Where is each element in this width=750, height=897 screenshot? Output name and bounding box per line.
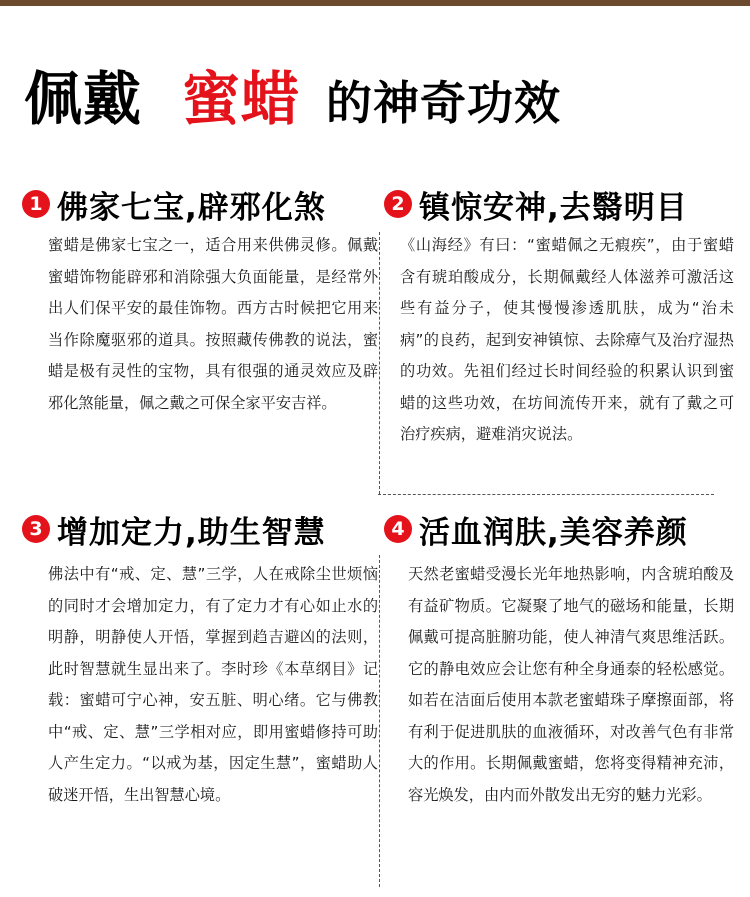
section-body: 蜜蜡是佛家七宝之一，适合用来供佛灵修。佩戴蜜蜡饰物能辟邪和消除强大负面能量，是经常外出人们保平安的最佳饰物。西方古时候把它用来当作除魔驱邪的道具。按照藏传佛教的说法，蜜蜡是极有灵性的宝物，具有很强的通灵效应及辟邪化煞能量，佩之戴之可保全家平安吉祥。 — [48, 236, 378, 412]
section-heading — [384, 507, 734, 551]
section-heading — [22, 182, 374, 226]
title-highlight: 蜜蜡 — [182, 65, 301, 133]
section-title: 镇惊安神,去翳明目 — [419, 189, 688, 226]
divider-horizontal — [378, 494, 714, 495]
section-wisdom — [22, 507, 378, 811]
section-title: 活血润肤,美容养颜 — [419, 514, 688, 551]
section-buddhist-treasure — [22, 182, 378, 419]
title-part1: 佩戴 — [24, 65, 143, 133]
section-heading — [384, 182, 734, 226]
title-part2: 的神奇功效 — [326, 76, 562, 130]
page-title — [24, 52, 562, 133]
section-calm-spirit — [384, 182, 734, 451]
section-body: 天然老蜜蜡受漫长光年地热影响，内含琥珀酸及有益矿物质。它凝聚了地气的磁场和能量，长期佩戴可提高脏腑功能，使人神清气爽思维活跃。它的静电效应会让您有种全身通泰的轻松感觉。如若在洁面后使用本款老蜜蜡珠子摩擦面部，将有利于促进肌肤的血液循环，对改善气色有非常大的作用。长期佩戴蜜蜡，您将变得精神充沛，容光焕发，由内而外散发出无穷的魅力光彩。 — [408, 565, 734, 804]
section-skin-beauty — [384, 507, 734, 811]
number-badge: 2 — [384, 190, 412, 218]
section-body: 《山海经》有曰：“蜜蜡佩之无瘕疾”，由于蜜蜡含有琥珀酸成分，长期佩戴经人体滋养可激活这些有益分子，使其慢慢渗透肌肤，成为“治未病”的良药，起到安神镇惊、去除瘴气及治疗湿热的功效。先祖们经过长时间经验的积累认识到蜜蜡的这些功效，在坊间流传开来，就有了戴之可治疗疾病，避难消灾说法。 — [400, 236, 734, 443]
section-title: 佛家七宝,辟邪化煞 — [57, 189, 326, 226]
number-badge: 3 — [22, 515, 50, 543]
number-badge: 4 — [384, 515, 412, 543]
section-body: 佛法中有“戒、定、慧”三学，人在戒除尘世烦恼的同时才会增加定力，有了定力才有心如止水的明静，明静使人开悟，掌握到趋吉避凶的法则，此时智慧就生显出来了。李时珍《本草纲目》记载：蜜蜡可宁心神，安五脏、明心绪。它与佛教中“戒、定、慧”三学相对应，即用蜜蜡修持可助人产生定力。“以戒为基，因定生慧”，蜜蜡助人破迷开悟，生出智慧心境。 — [48, 565, 378, 804]
divider-vertical-bottom — [379, 555, 380, 887]
top-decorative-bar — [0, 0, 750, 6]
section-heading — [22, 507, 374, 551]
divider-vertical-top — [379, 232, 380, 494]
section-title: 增加定力,助生智慧 — [57, 514, 326, 551]
number-badge: 1 — [22, 190, 50, 218]
